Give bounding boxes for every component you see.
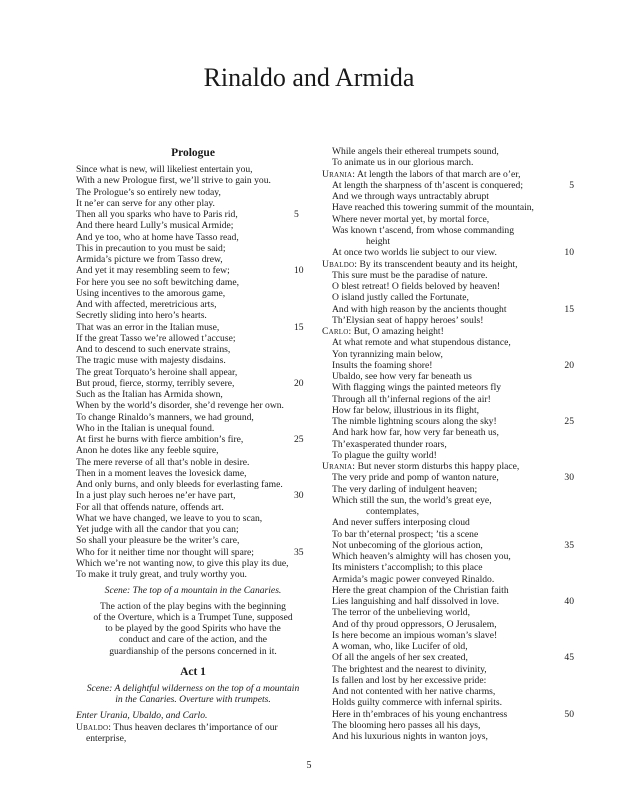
verse-line [322,304,574,315]
verse-text: The very darling of indulgent heaven; [332,483,478,495]
verse-text: And with affected, meretricious arts, [76,299,217,310]
verse-text: Since what is new, will likeliest entertain you, [76,164,253,175]
verse-line [76,254,310,265]
verse-text: And never suffers interposing cloud [332,517,470,529]
line-number: 20 [564,359,574,371]
line-number: 50 [564,708,574,720]
left-column [76,146,310,744]
verse-line [322,180,574,191]
verse-line [76,333,310,344]
verse-text: O island justly called the Fortunate, [332,292,469,304]
speaker-name: Ubaldo: [322,258,358,270]
verse-text: To animate us in our glorious march. [332,157,474,169]
verse-text: Here the great champion of the Christian faith [332,584,509,596]
verse-text: And ye too, who at home have Tasso read, [76,231,239,243]
verse-line [322,450,574,461]
verse-text: At what remote and what stupendous distance, [332,337,511,349]
verse-line [76,344,310,355]
verse-line [322,551,574,562]
verse-text: Which we’re not wanting now, to give this play its due, [76,557,289,569]
act-scene [76,683,310,706]
verse-line [322,697,574,708]
speaker-name: Urania: [322,168,356,180]
line-number: 25 [564,416,574,427]
speaker-name: Urania: [322,461,356,472]
right-column [322,146,574,742]
verse-line [322,562,574,573]
verse-line [322,461,574,472]
prologue-heading: Prologue [171,147,215,159]
verse-text: But proud, fierce, stormy, terribly severe, [76,377,235,389]
verse-line [76,524,310,535]
verse-text: While angels their ethereal trumpets sound, [332,146,499,157]
verse-line [322,709,574,720]
verse-text: So shall your pleasure be the writer’s care, [76,535,240,547]
verse-text: And his luxurious nights in wanton joys, [332,731,488,742]
verse-text: To make it truly great, and truly worthy you. [76,569,247,580]
verse-line [322,292,574,303]
line-number: 35 [564,539,574,551]
verse-line [76,535,310,546]
verse-line [322,619,574,630]
verse-text: Anon he dotes like any feeble squire, [76,445,219,457]
verse-line [322,191,574,202]
verse-line [322,495,574,506]
verse-line [322,664,574,675]
verse-line: That was an error in the Italian muse, 15 [76,321,304,333]
verse-line [322,360,574,371]
verse-line [322,686,574,697]
verse-text: Where never mortal yet, by mortal force, [332,213,490,225]
verse-text: Such as the Italian has Armida shown, [76,389,223,400]
verse-text: Using incentives to the amorous game, [76,287,226,299]
verse-line [322,349,574,360]
prologue-scene: Scene: The top of a mountain in the Canaries. [104,585,282,597]
verse-line [322,146,574,157]
scene-line: in the Canaries. Overture with trumpets. [115,694,271,705]
verse-line [322,247,574,258]
stage-direction-line: to be played by the good Spirits who have the [105,623,281,634]
verse-line [76,502,310,513]
verse-text: height [366,236,390,247]
verse-text: Holds guilty commerce with infernal spirits. [332,697,502,709]
verse-text: Armida’s magic power conveyed Rinaldo. [332,573,495,585]
verse-text: And not contented with her native charms, [332,686,496,697]
verse-line: At first he burns with fierce ambition’s fire, 25 [76,434,304,445]
verse-line [76,187,310,198]
verse-text: For here you see no soft bewitching dame, [76,276,240,288]
verse-line [322,652,574,663]
verse-line [76,175,310,186]
verse-text: Which still the sun, the world’s great eye, [332,494,492,506]
verse-text: enterprise, [86,732,127,744]
ubaldo-speech-line [76,722,310,733]
verse-text: Is here become an impious woman’s slave! [332,629,498,641]
verse-text: But never storm disturbs this happy place, [357,461,520,472]
verse-line [76,569,310,580]
verse-line [322,506,574,517]
verse-line [322,371,574,382]
verse-text: With flagging wings the painted meteors fly [332,382,502,394]
ubaldo-speech-line [76,733,310,744]
verse-text: That was an error in the Italian muse, [76,321,220,333]
enter-direction: Enter Urania, Ubaldo, and Carlo. [76,710,208,722]
verse-text: To plague the guilty world! [332,449,437,461]
stage-direction-line: conduct and care of the action, and the [118,634,268,646]
verse-line [76,412,310,423]
verse-line [322,641,574,652]
verse-text: And of thy proud oppressors, O Jerusalem, [332,618,497,630]
verse-line [76,389,310,400]
verse-text: O blest retreat! O fields beloved by heaven! [332,281,501,292]
verse-line [322,270,574,281]
verse-text: Was known t’ascend, from whose commanding [332,224,514,236]
verse-line [322,540,574,551]
verse-text: The blooming hero passes all his days, [332,719,481,731]
verse-line [76,513,310,524]
verse-line [76,468,310,479]
verse-text: Who in the Italian is unequal found. [76,422,215,434]
verse-text: Yet judge with all the candor that you can; [76,524,239,535]
verse-line [76,558,310,569]
verse-text: It ne’er can serve for any other play. [76,197,215,209]
verse-line [322,720,574,731]
verse-text: This in precaution to you must be said; [76,242,226,254]
verse-text: Lies languishing and half dissolved in love. [332,596,500,607]
verse-line [322,472,574,483]
verse-line [322,236,574,247]
verse-line [322,281,574,292]
verse-line [322,326,574,337]
verse-line [76,423,310,434]
verse-line [76,243,310,254]
verse-line [322,439,574,450]
verse-line: Then all you sparks who have to Paris rid, 5 [76,209,299,220]
verse-line [322,382,574,393]
line-number: 30 [564,472,574,484]
verse-line: In a just play such heroes ne’er have part, 30 [76,490,304,502]
verse-line [322,315,574,326]
verse-text: For all that offends nature, offends art. [76,501,224,513]
page-title: Rinaldo and Armida [203,63,415,92]
verse-line [322,731,574,742]
verse-line [322,585,574,596]
line-number: 15 [564,303,574,315]
verse-line [76,232,310,243]
prologue-stage-direction [76,601,310,657]
verse-text: How far below, illustrious in its flight, [332,404,480,416]
verse-text: contemplates, [366,506,420,517]
verse-line [76,299,310,310]
verse-text: The tragic muse with majesty disdains. [76,355,226,367]
verse-line: And yet it may resembling seem to few; 10 [76,265,304,277]
verse-text: To change Rinaldo’s manners, we had ground, [76,411,254,423]
verse-line [76,310,310,321]
verse-text: Secretly sliding into hero’s hearts. [76,310,207,322]
verse-line [322,517,574,528]
verse-text: Armida’s picture we from Tasso drew, [76,254,223,265]
verse-text: And with high reason by the ancients thought [332,303,507,315]
verse-text: With a new Prologue first, we’ll strive to gain you. [76,175,271,187]
verse-text: Th’exasperated thunder roars, [332,438,447,450]
verse-line [322,416,574,427]
verse-text: The terror of the unbelieving world, [332,607,470,619]
scene-line: Scene: A delightful wilderness on the top of a mountain [86,682,300,694]
verse-text: And there heard Lully’s musical Armide; [76,220,234,232]
verse-text: What we have changed, we leave to you to scan, [76,512,263,524]
verse-text: At once two worlds lie subject to our view. [332,247,497,259]
verse-text: The Prologue’s so entirely new today, [76,186,221,198]
verse-text: And yet it may resembling seem to few; [76,265,230,277]
verse-line [322,574,574,585]
verse-text: Ubaldo, see how very far beneath us [332,371,472,382]
verse-line [76,164,310,175]
verse-text: Not unbecoming of the glorious action, [332,539,483,551]
verse-text: The great Torquato’s heroine shall appear, [76,366,238,378]
verse-text: Its ministers t’accomplish; to this place [332,562,483,574]
verse-line: But proud, fierce, stormy, terribly severe, 20 [76,377,304,389]
verse-text: At length the labors of that march are o’er, [357,168,521,180]
stage-direction-line: The action of the play begins with the beginning [100,600,286,612]
speaker-name: Carlo: [322,326,352,337]
verse-line [322,337,574,348]
verse-text: And only burns, and only bleeds for everlasting fame. [76,479,283,490]
verse-line [76,288,310,299]
verse-text: By its transcendent beauty and its height, [359,258,518,270]
prologue-verse [76,164,310,580]
verse-line [322,630,574,641]
verse-line [322,214,574,225]
verse-line [322,607,574,618]
verse-text: Yon tyrannizing main below, [332,348,443,360]
verse-text: Th’Elysian seat of happy heroes’ souls! [332,314,484,326]
verse-line [322,157,574,168]
verse-text: This sure must be the paradise of nature. [332,269,488,281]
verse-text: Of all the angels of her sex created, [332,652,468,664]
verse-text: Through all th’infernal regions of the air! [332,393,491,405]
verse-line [322,427,574,438]
verse-line [76,198,310,209]
verse-line [322,202,574,213]
line-number: 5 [569,179,574,191]
verse-line: Who for it neither time nor thought will spare; 35 [76,546,304,558]
verse-line [76,457,310,468]
verse-line [76,220,310,231]
verse-text: The nimble lightning scours along the sky! [332,416,497,427]
verse-text: The very pride and pomp of wanton nature, [332,472,499,484]
verse-text: To bar th’eternal prospect; ’tis a scene [332,528,479,540]
verse-line [322,225,574,236]
page-number: 5 [306,760,312,771]
verse-line [322,394,574,405]
verse-text: And to descend to such enervate strains, [76,344,231,355]
verse-text: At first he burns with fierce ambition’s fire, [76,434,244,445]
verse-text: A woman, who, like Lucifer of old, [332,641,468,652]
stage-direction-line: guardianship of the persons concerned in it. [109,645,277,657]
line-number: 10 [564,247,574,259]
verse-text: Thus heaven declares th’importance of our [113,721,278,733]
verse-text: Then all you sparks who have to Paris rid, [76,209,238,220]
verse-text: Have reached this towering summit of the mountain, [332,202,534,214]
verse-line [76,367,310,378]
verse-line [322,596,574,607]
verse-line [76,479,310,490]
line-number: 45 [564,652,574,664]
verse-line [322,484,574,495]
verse-line [322,405,574,416]
verse-text: The brightest and the nearest to divinity, [332,663,487,675]
verse-text: And hark how far, how very far beneath us, [332,427,499,439]
speaker-name: Ubaldo: [76,721,112,733]
verse-line [322,529,574,540]
verse-text: But, O amazing height! [353,326,444,337]
verse-text: Is fallen and lost by her excessive pride: [332,674,487,686]
verse-text: The mere reverse of all that’s noble in desire. [76,456,250,468]
verse-text: At length the sharpness of th’ascent is conquered; [332,179,524,191]
verse-line [76,355,310,366]
verse-text: When by the world’s disorder, she’d revenge her own. [76,400,284,412]
act-heading: Act 1 [180,665,206,678]
verse-line [322,259,574,270]
verse-text: And we through ways untractably abrupt [332,191,489,202]
verse-line [76,445,310,456]
verse-text: Who for it neither time nor thought will spare; [76,546,254,558]
verse-text: Which heaven’s almighty will has chosen you, [332,551,511,562]
verse-line [322,169,574,180]
verse-text: In a just play such heroes ne’er have part, [76,490,236,502]
verse-text: Insults the foaming shore! [332,359,433,371]
verse-text: Then in a moment leaves the lovesick dame, [76,467,247,479]
verse-text: If the great Tasso we’re allowed t’accuse; [76,332,236,344]
verse-line [76,400,310,411]
stage-direction-line: of the Overture, which is a Trumpet Tune, supposed [93,611,293,623]
line-number: 40 [564,596,574,607]
verse-line [322,675,574,686]
verse-text: Here in th’embraces of his young enchantress [332,708,508,720]
verse-line [76,277,310,288]
